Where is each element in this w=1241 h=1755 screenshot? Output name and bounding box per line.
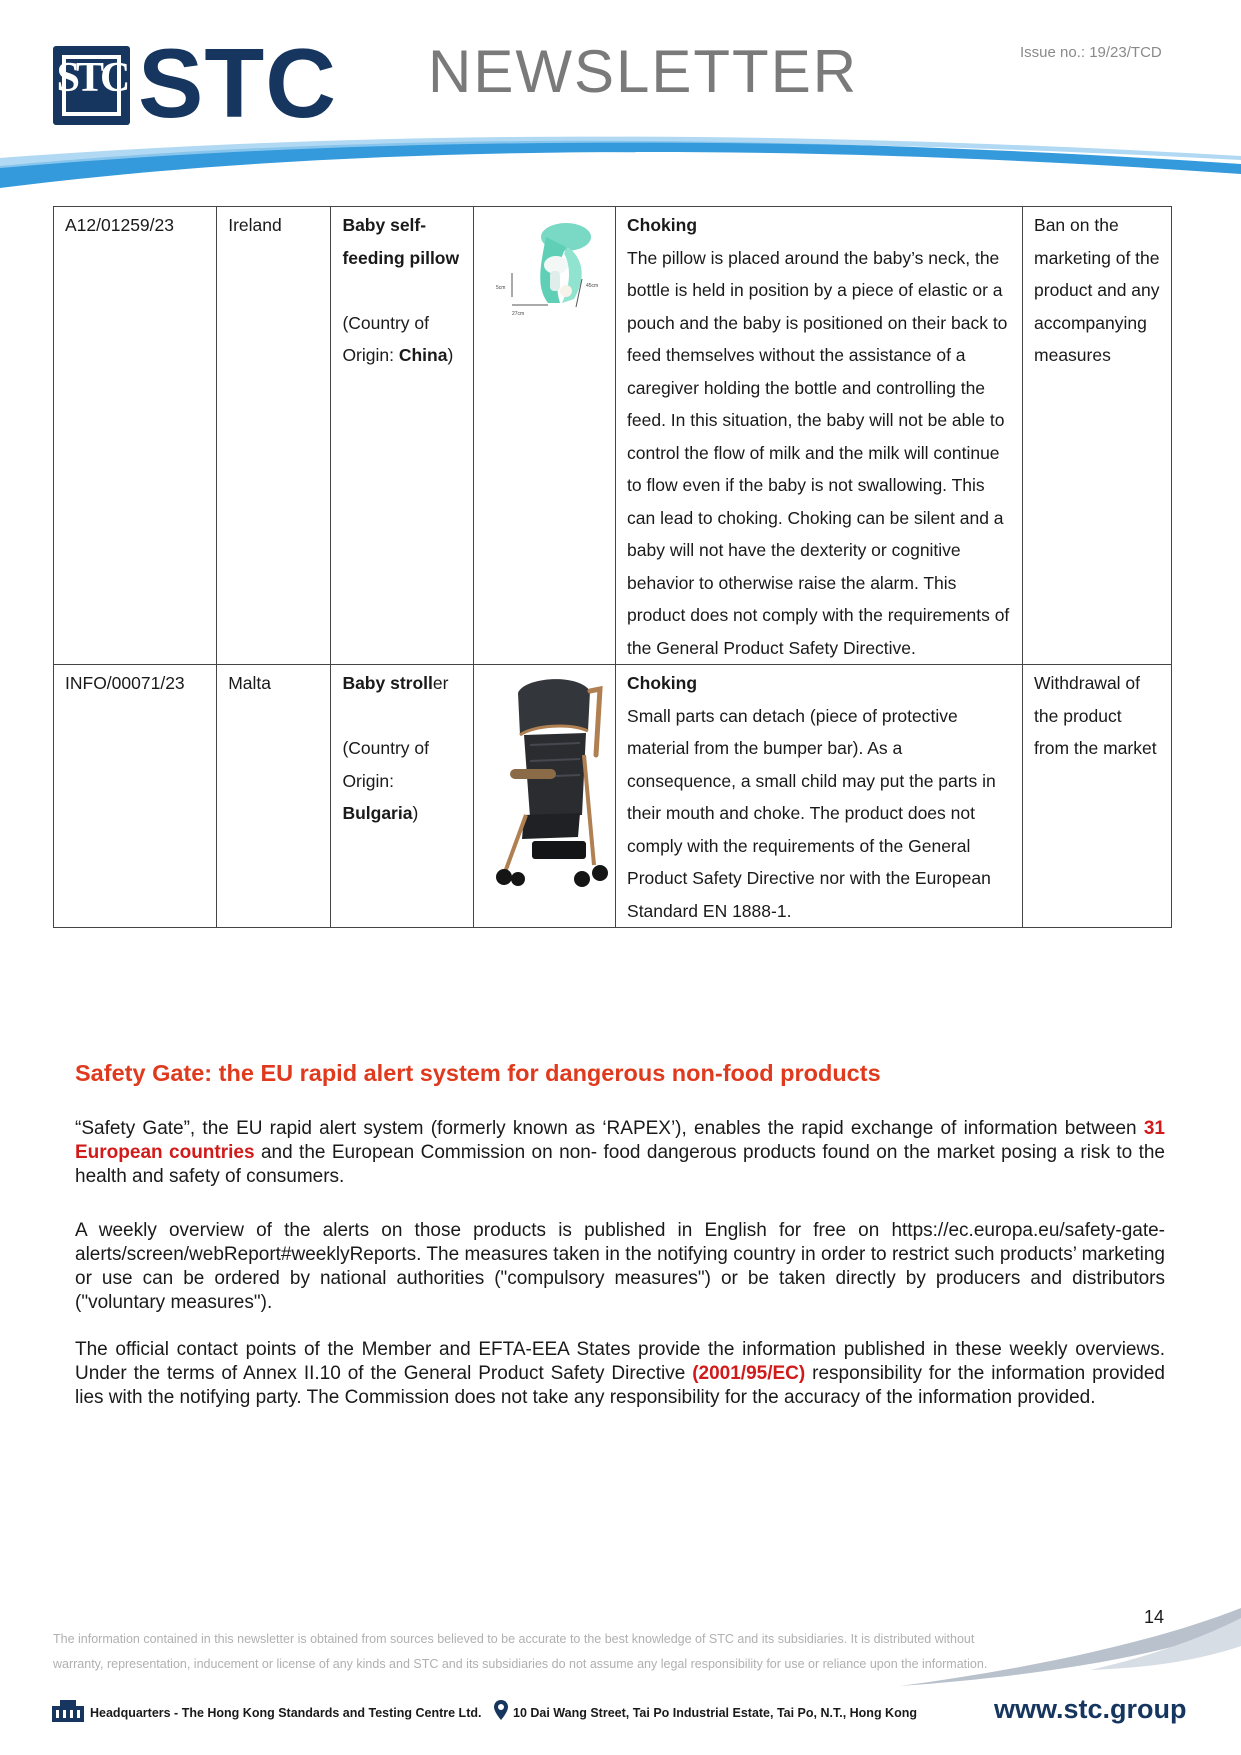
risk-cell (616, 665, 1023, 928)
product-cell (331, 665, 474, 928)
address-text: 10 Dai Wang Street, Tai Po Industrial Estate, Tai Po, N.T., Hong Kong (513, 1706, 917, 1720)
alert-reference: A12/01259/23 (54, 207, 217, 665)
page-number: 14 (1144, 1607, 1165, 1627)
paragraph-contact-points: The official contact points of the Member and EFTA-EEA States provide the information published in these weekly overviews. Under the terms of Annex II.10 of the General Product Safety Directive (2001/95/EC) responsibility for the information provided lies with the notifying party. The Commission does not take any responsibility for the accuracy of the information provided. (75, 1339, 1165, 1408)
building-icon (50, 1698, 86, 1722)
highlight-countries: 31 European countries (75, 1118, 1165, 1163)
headquarters-text: Headquarters - The Hong Kong Standards and Testing Centre Ltd. (90, 1706, 482, 1720)
origin-country: Bulgaria (342, 803, 413, 823)
stc-logo-text: STC (138, 28, 337, 138)
highlight-directive: (2001/95/EC) (692, 1363, 806, 1384)
measures-taken: Ban on the marketing of the product and any accompanying measures (1023, 207, 1172, 665)
product-name: Baby self-feeding pillow (342, 215, 460, 268)
product-cell (331, 207, 474, 665)
issue-number: Issue no.: 19/23/TCD (1020, 44, 1162, 61)
measures-taken: Withdrawal of the product from the market (1023, 665, 1172, 928)
product-image-cell (474, 207, 616, 665)
pillow-dimension-label: 45cm (586, 283, 599, 289)
product-image-cell (474, 665, 616, 928)
stc-logo-glyph: STC (56, 55, 127, 101)
risk-title: Choking (627, 215, 698, 235)
alert-reference: INFO/00071/23 (54, 665, 217, 928)
table-row (54, 207, 1172, 665)
stc-logo-mark (53, 46, 130, 125)
risk-title: Choking (627, 673, 698, 693)
disclaimer: The information contained in this newsletter is obtained from sources believed to be accurate to the best knowledge of STC and its subsidiaries. It is distributed without warranty, representation, inducement or license of any kinds and STC and its subsidiaries do not assume any legal responsibility for use or reliance upon the information. (53, 1632, 988, 1671)
paragraph-safety-gate: “Safety Gate”, the EU rapid alert system (formerly known as ‘RAPEX’), enables the rapid exchange of information between 31 European countries and the European Commission on non- food dangerous products found on the market posing a risk to the health and safety of consumers. (75, 1118, 1166, 1187)
paragraph-weekly-overview: A weekly overview of the alerts on those products is published in English for free on https://ec.europa.eu/safety-gate-alerts/screen/webReport#weeklyReports. The measures taken in the notifying country in order to restrict such products’ marketing or use can be ordered by national authorities ("compulsory measures") or be taken directly by producers and distributors ("voluntary measures"). (75, 1220, 1165, 1313)
pillow-dimension-label: 27cm (512, 311, 525, 317)
country-of-origin: (Country of Origin: Bulgaria) (342, 738, 429, 823)
location-pin-icon (494, 1700, 508, 1720)
notifying-country: Malta (217, 665, 331, 928)
country-of-origin: (Country of Origin: China) (342, 312, 454, 365)
risk-description: The pillow is placed around the baby’s neck, the bottle is held in position by a piece of elastic or a pouch and the baby is positioned on their back to feed themselves without the assistance of a caregiver holding the bottle and controlling the feed. In this situation, the baby will not be able to control the flow of milk and the milk will continue to flow even if the baby is not swallowing. This can lead to choking. Choking can be silent and a baby will not have the dexterity or cognitive behavior to otherwise raise the alarm. This product does not comply with the requirements of the General Product Safety Directive. (627, 247, 1010, 658)
baby-self-feeding-pillow-photo (474, 207, 612, 327)
notifying-country: Ireland (217, 207, 331, 665)
risk-cell (616, 207, 1023, 665)
table-row (54, 665, 1172, 928)
pillow-dimension-label: 5cm (496, 285, 506, 291)
product-name: Baby stroller (342, 673, 449, 693)
website-link[interactable]: www.stc.group (994, 1694, 1187, 1724)
origin-country: China (398, 345, 448, 365)
header-swoosh (0, 128, 1241, 188)
section-title: Safety Gate: the EU rapid alert system for dangerous non-food products (75, 1060, 881, 1086)
alerts-table (53, 206, 1172, 928)
newsletter-title: NEWSLETTER (428, 38, 859, 105)
risk-description: Small parts can detach (piece of protective material from the bumper bar). As a consequence, a small child may put the parts in their mouth and choke. The product does not comply with the requirements of the General Product Safety Directive nor with the European Standard EN 1888-1. (627, 705, 996, 921)
baby-stroller-photo (474, 665, 612, 895)
